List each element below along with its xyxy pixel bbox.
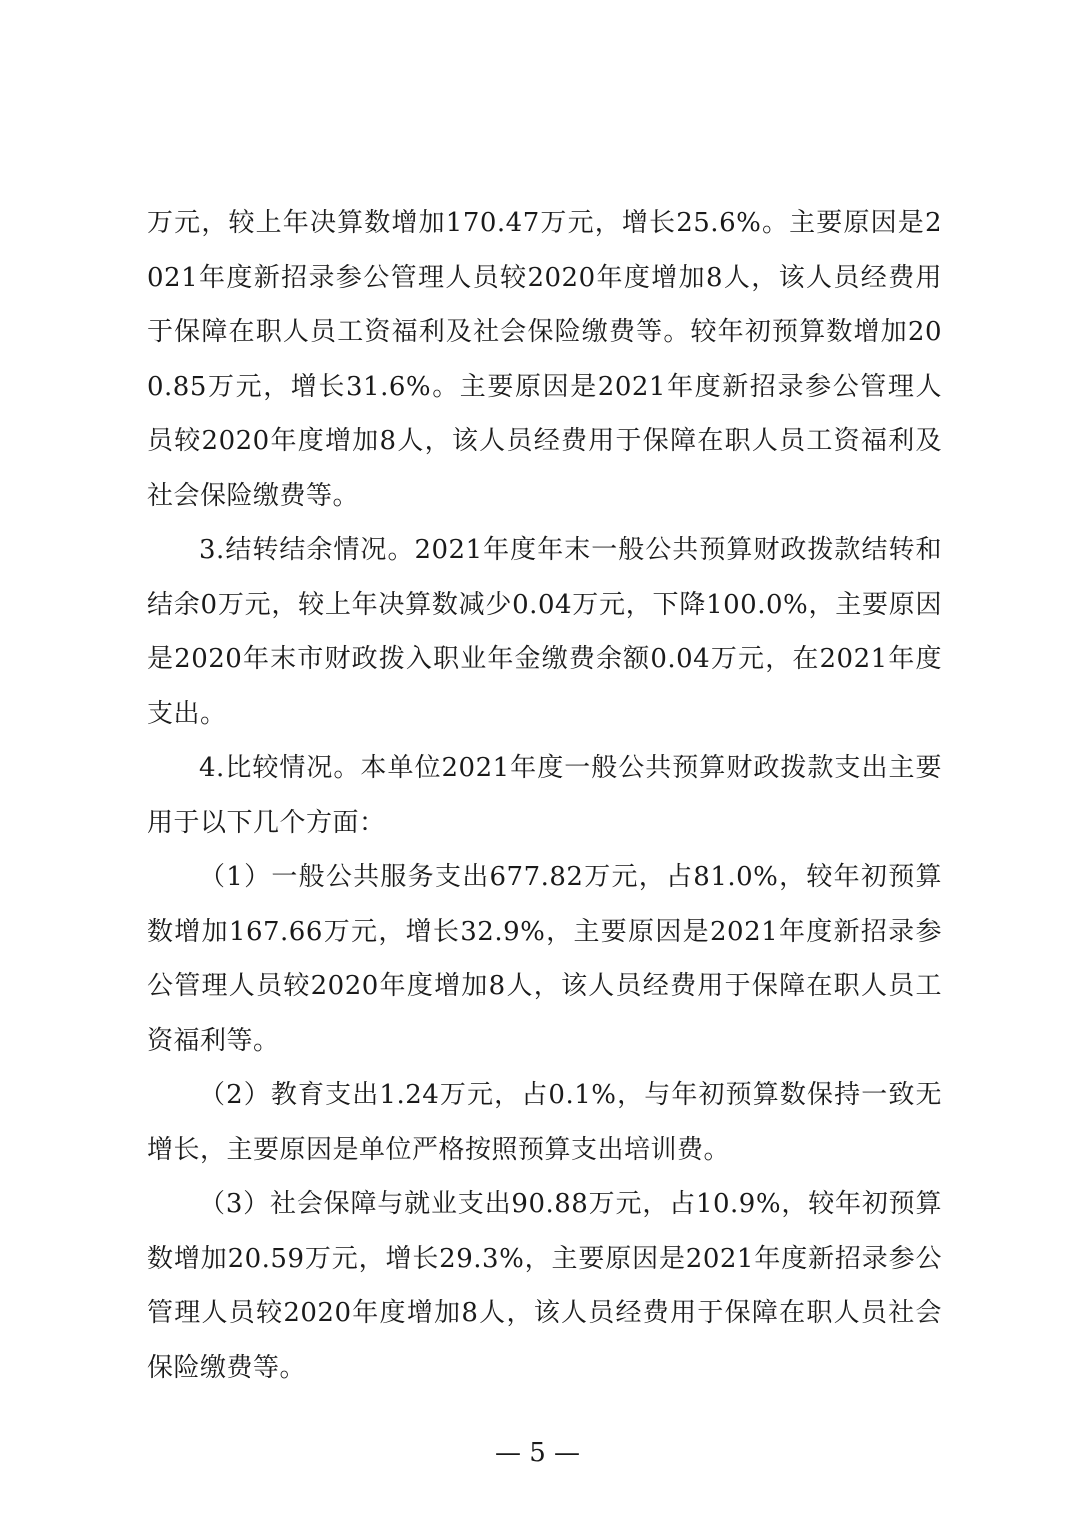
paragraph-item-1: （1）一般公共服务支出677.82万元，占81.0%，较年初预算数增加167.66万元，增长32.9%，主要原因是2021年度新招录参公管理人员较2020年度增加8人，该人员经费用于保障在职人员工资福利等。 — [147, 862, 942, 1056]
paragraph-carryover: 3.结转结余情况。2021年度年末一般公共预算财政拨款结转和结余0万元，较上年决算数减少0.04万元，下降100.0%，主要原因是2020年末市财政拨入职业年金缴费余额0.04万元，在2021年度支出。 — [147, 535, 942, 729]
paragraph-continuation: 万元，较上年决算数增加170.47万元，增长25.6%。主要原因是2021年度新招录参公管理人员较2020年度增加8人，该人员经费用于保障在职人员工资福利及社会保险缴费等。较年初预算数增加200.85万元，增长31.6%。主要原因是2021年度新招录参公管理人员较2020年度增加8人，该人员经费用于保障在职人员工资福利及社会保险缴费等。 — [147, 208, 942, 511]
paragraph-item-3: （3）社会保障与就业支出90.88万元，占10.9%，较年初预算数增加20.59万元，增长29.3%，主要原因是2021年度新招录参公管理人员较2020年度增加8人，该人员经费用于保障在职人员社会保险缴费等。 — [147, 1189, 942, 1383]
paragraph-item-2: （2）教育支出1.24万元，占0.1%，与年初预算数保持一致无增长，主要原因是单位严格按照预算支出培训费。 — [147, 1080, 942, 1165]
paragraph-comparison: 4.比较情况。本单位2021年度一般公共预算财政拨款支出主要用于以下几个方面： — [147, 753, 942, 838]
page-number: — 5 — — [494, 1438, 581, 1468]
body-text — [147, 196, 942, 1395]
